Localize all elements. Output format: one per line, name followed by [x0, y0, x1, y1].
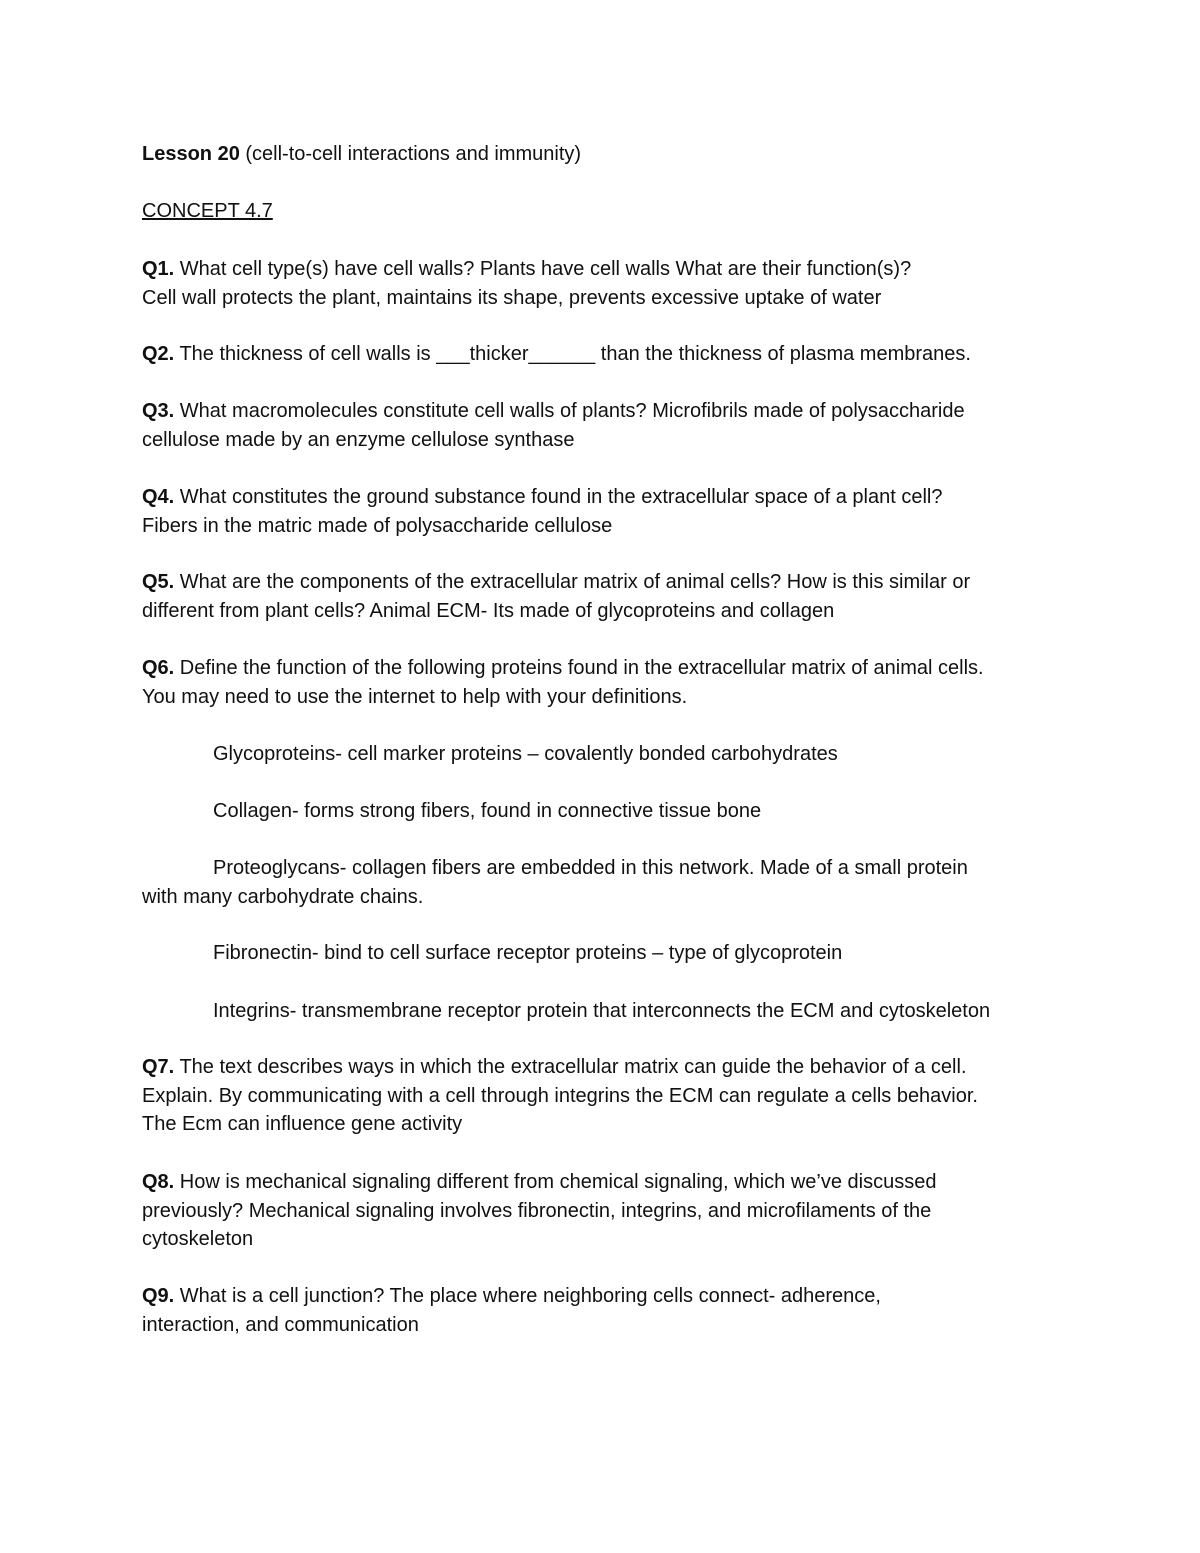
q6-item-proteoglycans: Proteoglycans- collagen fibers are embedded in this network. Made of a small protein [213, 857, 968, 879]
q5-text: What are the components of the extracellular matrix of animal cells? How is this similar or [174, 571, 971, 593]
lesson-title [142, 140, 1072, 169]
q2-number: Q2. [142, 343, 175, 365]
q9-text: What is a cell junction? The place where neighboring cells connect- adherence, [174, 1285, 881, 1307]
q4-number: Q4. [142, 486, 175, 508]
q6-item-collagen: Collagen- forms strong fibers, found in connective tissue bone [213, 800, 762, 822]
q8-line3: cytoskeleton [142, 1228, 254, 1250]
q7-line2: Explain. By communicating with a cell through integrins the ECM can regulate a cells behavior. [142, 1084, 978, 1107]
q6-line2: You may need to use the internet to help with your definitions. [142, 685, 688, 708]
q1-line1 [142, 255, 1072, 284]
q7-number: Q7. [142, 1056, 175, 1078]
q8-text: How is mechanical signaling different from chemical signaling, which we’ve discussed [174, 1171, 937, 1193]
q5-line2: different from plant cells? Animal ECM- Its made of glycoproteins and collagen [142, 599, 835, 622]
q7-line1 [142, 1053, 1072, 1082]
q3-line1 [142, 397, 1072, 426]
q6-number: Q6. [142, 657, 175, 679]
lesson-title-bold: Lesson 20 [142, 143, 240, 165]
q7-line3: The Ecm can influence gene activity [142, 1113, 463, 1135]
q6-text: Define the function of the following proteins found in the extracellular matrix of animal cells. [174, 657, 984, 679]
q9-line1 [142, 1282, 1072, 1311]
question-q5 [142, 568, 1072, 625]
question-q3 [142, 397, 1072, 454]
question-q9 [142, 1282, 1072, 1339]
q2-text: The thickness of cell walls is ___thicker______ than the thickness of plasma membranes. [174, 343, 971, 365]
q1-text: What cell type(s) have cell walls? Plants have cell walls What are their function(s)? [174, 258, 912, 280]
q8-line2: previously? Mechanical signaling involves fibronectin, integrins, and microfilaments of the [142, 1199, 932, 1222]
q8-line1 [142, 1168, 1072, 1197]
q2-line1 [142, 340, 1072, 369]
question-q7 [142, 1053, 1072, 1139]
lesson-title-subtitle: (cell-to-cell interactions and immunity) [239, 143, 582, 165]
question-q2 [142, 340, 1072, 369]
q6-item-fibronectin: Fibronectin- bind to cell surface receptor proteins – type of glycoprotein [213, 942, 843, 964]
q8-number: Q8. [142, 1171, 175, 1193]
q5-line1 [142, 568, 1072, 597]
q1-number: Q1. [142, 258, 175, 280]
q4-line1 [142, 483, 1072, 512]
q1-answer: Cell wall protects the plant, maintains its shape, prevents excessive uptake of water [142, 286, 882, 309]
q6-item-integrins: Integrins- transmembrane receptor protein that interconnects the ECM and cytoskeleton [213, 1000, 991, 1022]
q7-text: The text describes ways in which the extracellular matrix can guide the behavior of a cell. [174, 1056, 967, 1078]
question-q4 [142, 483, 1072, 540]
q4-text: What constitutes the ground substance found in the extracellular space of a plant cell? [174, 486, 943, 508]
q3-number: Q3. [142, 400, 175, 422]
concept-heading-text: CONCEPT 4.7 [142, 200, 273, 222]
q3-text: What macromolecules constitute cell walls of plants? Microfibrils made of polysaccharide [174, 400, 965, 422]
q3-answer: cellulose made by an enzyme cellulose synthase [142, 428, 575, 451]
concept-heading [142, 197, 1072, 226]
q6-item-proteoglycans-cont: with many carbohydrate chains. [142, 886, 424, 908]
q6-line1 [142, 654, 1072, 683]
question-q8 [142, 1168, 1072, 1254]
q6-item-glycoproteins: Glycoproteins- cell marker proteins – covalently bonded carbohydrates [213, 743, 838, 765]
q9-line2: interaction, and communication [142, 1313, 419, 1336]
question-q6 [142, 654, 1072, 711]
q4-answer: Fibers in the matric made of polysaccharide cellulose [142, 514, 613, 537]
q5-number: Q5. [142, 571, 175, 593]
question-q1 [142, 255, 1072, 312]
q9-number: Q9. [142, 1285, 175, 1307]
